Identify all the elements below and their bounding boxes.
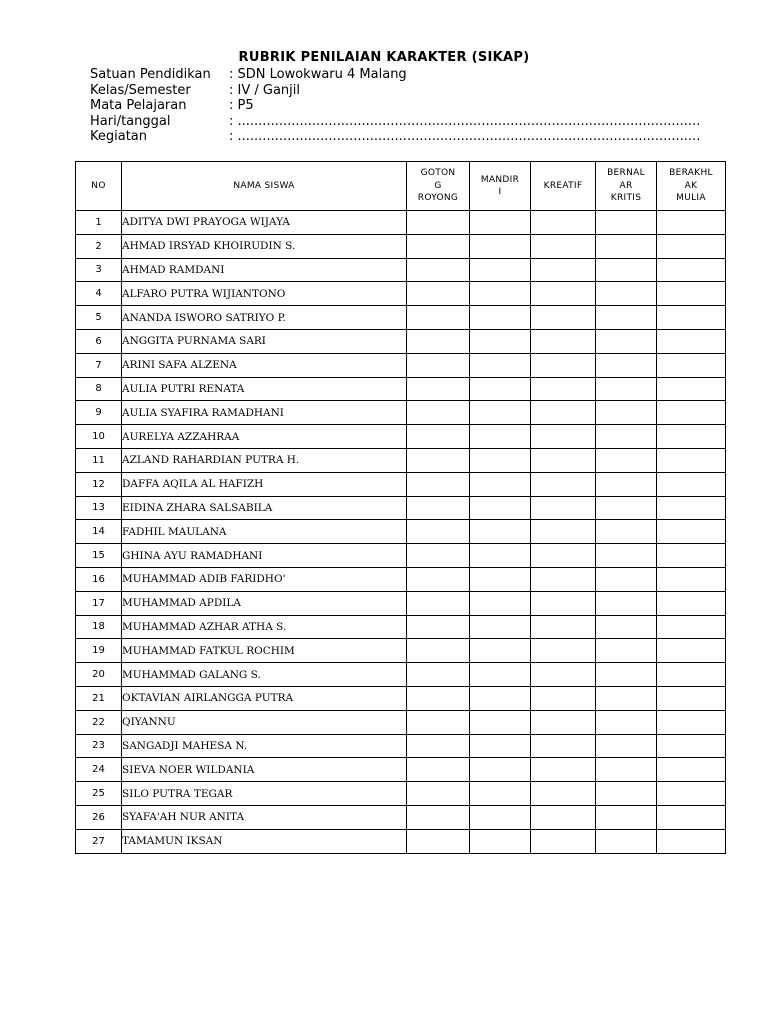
row-number: 12 [76, 472, 122, 496]
row-number: 19 [76, 639, 122, 663]
score-cell-kreatif[interactable] [531, 496, 596, 520]
score-cell-berakhlak-mulia[interactable] [657, 401, 726, 425]
score-cell-bernalar-kritis[interactable] [596, 663, 657, 687]
score-cell-berakhlak-mulia[interactable] [657, 710, 726, 734]
score-cell-bernalar-kritis[interactable] [596, 306, 657, 330]
score-cell-gotong-royong[interactable] [407, 591, 470, 615]
table-row [76, 829, 726, 853]
score-cell-mandiri[interactable] [470, 829, 531, 853]
header-text-line: AK [684, 180, 698, 191]
score-cell-bernalar-kritis[interactable] [596, 353, 657, 377]
score-cell-kreatif[interactable] [531, 734, 596, 758]
row-number: 9 [76, 401, 122, 425]
score-cell-bernalar-kritis[interactable] [596, 329, 657, 353]
row-number: 8 [76, 377, 122, 401]
header-text-line: BERAKHL [669, 168, 713, 179]
table-row [76, 425, 726, 449]
student-name: MUHAMMAD FATKUL ROCHIM [122, 639, 407, 663]
score-cell-bernalar-kritis[interactable] [596, 567, 657, 591]
score-cell-kreatif[interactable] [531, 567, 596, 591]
score-cell-bernalar-kritis[interactable] [596, 211, 657, 235]
score-cell-gotong-royong[interactable] [407, 401, 470, 425]
score-cell-gotong-royong[interactable] [407, 353, 470, 377]
table-row [76, 758, 726, 782]
score-cell-kreatif[interactable] [531, 377, 596, 401]
header-text-line: G [434, 180, 442, 191]
score-cell-bernalar-kritis[interactable] [596, 829, 657, 853]
score-cell-mandiri[interactable] [470, 282, 531, 306]
score-cell-mandiri[interactable] [470, 472, 531, 496]
score-cell-kreatif[interactable] [531, 639, 596, 663]
table-row [76, 567, 726, 591]
info-value: : ................................................................................................................ [229, 113, 701, 129]
student-name: SIEVA NOER WILDANIA [122, 758, 407, 782]
header-text-line: MANDIR [480, 174, 520, 185]
score-cell-kreatif[interactable] [531, 615, 596, 639]
score-cell-gotong-royong[interactable] [407, 329, 470, 353]
header-text-line: ROYONG [417, 193, 459, 204]
header-text-line: I [498, 187, 502, 197]
row-number: 7 [76, 353, 122, 377]
student-name: EIDINA ZHARA SALSABILA [122, 496, 407, 520]
score-cell-berakhlak-mulia[interactable] [657, 520, 726, 544]
table-row [76, 448, 726, 472]
info-block [90, 67, 700, 145]
score-cell-bernalar-kritis[interactable] [596, 782, 657, 806]
score-cell-gotong-royong[interactable] [407, 306, 470, 330]
score-cell-berakhlak-mulia[interactable] [657, 639, 726, 663]
score-cell-bernalar-kritis[interactable] [596, 710, 657, 734]
score-cell-mandiri[interactable] [470, 448, 531, 472]
score-cell-bernalar-kritis[interactable] [596, 282, 657, 306]
score-cell-mandiri[interactable] [470, 306, 531, 330]
score-cell-berakhlak-mulia[interactable] [657, 211, 726, 235]
table-row [76, 353, 726, 377]
score-cell-kreatif[interactable] [531, 211, 596, 235]
score-cell-berakhlak-mulia[interactable] [657, 306, 726, 330]
score-cell-mandiri[interactable] [470, 234, 531, 258]
score-cell-gotong-royong[interactable] [407, 734, 470, 758]
header-mandiri [470, 162, 531, 211]
score-cell-berakhlak-mulia[interactable] [657, 377, 726, 401]
info-row-hari-tanggal [90, 114, 700, 130]
score-cell-kreatif[interactable] [531, 448, 596, 472]
info-label: Mata Pelajaran [90, 98, 187, 114]
score-cell-berakhlak-mulia[interactable] [657, 234, 726, 258]
score-cell-berakhlak-mulia[interactable] [657, 734, 726, 758]
score-cell-kreatif[interactable] [531, 591, 596, 615]
score-cell-gotong-royong[interactable] [407, 758, 470, 782]
score-cell-bernalar-kritis[interactable] [596, 686, 657, 710]
rubric-table [75, 161, 726, 854]
row-number: 25 [76, 782, 122, 806]
info-value: : IV / Ganjil [229, 82, 300, 98]
table-row [76, 520, 726, 544]
score-cell-kreatif[interactable] [531, 329, 596, 353]
student-name: ANANDA ISWORO SATRIYO P. [122, 306, 407, 330]
info-row-kegiatan [90, 129, 700, 145]
student-name: MUHAMMAD AZHAR ATHA S. [122, 615, 407, 639]
score-cell-kreatif[interactable] [531, 401, 596, 425]
student-name: QIYANNU [122, 710, 407, 734]
score-cell-gotong-royong[interactable] [407, 448, 470, 472]
student-name: MUHAMMAD APDILA [122, 591, 407, 615]
student-name: MUHAMMAD ADIB FARIDHO' [122, 567, 407, 591]
score-cell-gotong-royong[interactable] [407, 211, 470, 235]
score-cell-kreatif[interactable] [531, 472, 596, 496]
student-name: SANGADJI MAHESA N. [122, 734, 407, 758]
row-number: 22 [76, 710, 122, 734]
student-name: TAMAMUN IKSAN [122, 829, 407, 853]
info-label: Kelas/Semester [90, 82, 191, 98]
score-cell-berakhlak-mulia[interactable] [657, 567, 726, 591]
score-cell-gotong-royong[interactable] [407, 663, 470, 687]
row-number: 17 [76, 591, 122, 615]
score-cell-gotong-royong[interactable] [407, 258, 470, 282]
row-number: 3 [76, 258, 122, 282]
score-cell-berakhlak-mulia[interactable] [657, 496, 726, 520]
table-row [76, 329, 726, 353]
score-cell-berakhlak-mulia[interactable] [657, 472, 726, 496]
student-name: AHMAD RAMDANI [122, 258, 407, 282]
row-number: 21 [76, 686, 122, 710]
table-row [76, 211, 726, 235]
row-number: 4 [76, 282, 122, 306]
row-number: 15 [76, 544, 122, 568]
score-cell-mandiri[interactable] [470, 758, 531, 782]
student-name: DAFFA AQILA AL HAFIZH [122, 472, 407, 496]
row-number: 13 [76, 496, 122, 520]
score-cell-gotong-royong[interactable] [407, 805, 470, 829]
info-value: : ................................................................................................................ [229, 129, 701, 145]
table-row [76, 686, 726, 710]
score-cell-mandiri[interactable] [470, 710, 531, 734]
row-number: 1 [76, 211, 122, 235]
info-row-satuan-pendidikan [90, 67, 700, 83]
student-name: ARINI SAFA ALZENA [122, 353, 407, 377]
score-cell-mandiri[interactable] [470, 520, 531, 544]
score-cell-gotong-royong[interactable] [407, 234, 470, 258]
score-cell-gotong-royong[interactable] [407, 472, 470, 496]
score-cell-berakhlak-mulia[interactable] [657, 615, 726, 639]
student-name: FADHIL MAULANA [122, 520, 407, 544]
score-cell-gotong-royong[interactable] [407, 782, 470, 806]
score-cell-bernalar-kritis[interactable] [596, 734, 657, 758]
student-name: AZLAND RAHARDIAN PUTRA H. [122, 448, 407, 472]
score-cell-gotong-royong[interactable] [407, 686, 470, 710]
score-cell-berakhlak-mulia[interactable] [657, 425, 726, 449]
header-gotong-royong [407, 162, 470, 211]
score-cell-mandiri[interactable] [470, 401, 531, 425]
score-cell-berakhlak-mulia[interactable] [657, 758, 726, 782]
score-cell-gotong-royong[interactable] [407, 496, 470, 520]
score-cell-bernalar-kritis[interactable] [596, 591, 657, 615]
table-row [76, 782, 726, 806]
header-nama-siswa: NAMA SISWA [122, 162, 407, 211]
row-number: 5 [76, 306, 122, 330]
document-title: RUBRIK PENILAIAN KARAKTER (SIKAP) [238, 50, 530, 65]
info-label: Kegiatan [90, 129, 148, 145]
score-cell-bernalar-kritis[interactable] [596, 615, 657, 639]
score-cell-gotong-royong[interactable] [407, 520, 470, 544]
score-cell-bernalar-kritis[interactable] [596, 472, 657, 496]
score-cell-bernalar-kritis[interactable] [596, 258, 657, 282]
score-cell-kreatif[interactable] [531, 663, 596, 687]
score-cell-mandiri[interactable] [470, 686, 531, 710]
score-cell-bernalar-kritis[interactable] [596, 496, 657, 520]
score-cell-gotong-royong[interactable] [407, 829, 470, 853]
table-row [76, 805, 726, 829]
score-cell-mandiri[interactable] [470, 734, 531, 758]
student-name: OKTAVIAN AIRLANGGA PUTRA [122, 686, 407, 710]
score-cell-kreatif[interactable] [531, 353, 596, 377]
score-cell-kreatif[interactable] [531, 544, 596, 568]
table-row [76, 639, 726, 663]
table-row [76, 306, 726, 330]
student-name: ALFARO PUTRA WIJIANTONO [122, 282, 407, 306]
header-no: NO [76, 162, 122, 211]
score-cell-mandiri[interactable] [470, 567, 531, 591]
header-text-line: AR [619, 180, 633, 191]
score-cell-bernalar-kritis[interactable] [596, 401, 657, 425]
student-name: AULIA SYAFIRA RAMADHANI [122, 401, 407, 425]
student-name: MUHAMMAD GALANG S. [122, 663, 407, 687]
score-cell-kreatif[interactable] [531, 282, 596, 306]
row-number: 11 [76, 448, 122, 472]
score-cell-gotong-royong[interactable] [407, 544, 470, 568]
student-name: SILO PUTRA TEGAR [122, 782, 407, 806]
table-row [76, 734, 726, 758]
score-cell-kreatif[interactable] [531, 234, 596, 258]
score-cell-kreatif[interactable] [531, 710, 596, 734]
score-cell-kreatif[interactable] [531, 306, 596, 330]
score-cell-berakhlak-mulia[interactable] [657, 663, 726, 687]
score-cell-mandiri[interactable] [470, 591, 531, 615]
row-number: 2 [76, 234, 122, 258]
score-cell-gotong-royong[interactable] [407, 425, 470, 449]
row-number: 6 [76, 329, 122, 353]
info-row-kelas-semester [90, 83, 700, 99]
score-cell-kreatif[interactable] [531, 520, 596, 544]
score-cell-bernalar-kritis[interactable] [596, 520, 657, 544]
table-row [76, 615, 726, 639]
student-name: AURELYA AZZAHRAA [122, 425, 407, 449]
table-row [76, 282, 726, 306]
header-text-line: MULIA [676, 193, 706, 204]
score-cell-berakhlak-mulia[interactable] [657, 329, 726, 353]
score-cell-mandiri[interactable] [470, 425, 531, 449]
score-cell-mandiri[interactable] [470, 329, 531, 353]
score-cell-gotong-royong[interactable] [407, 710, 470, 734]
score-cell-bernalar-kritis[interactable] [596, 425, 657, 449]
student-name: AHMAD IRSYAD KHOIRUDIN S. [122, 234, 407, 258]
score-cell-gotong-royong[interactable] [407, 615, 470, 639]
table-row [76, 496, 726, 520]
score-cell-mandiri[interactable] [470, 639, 531, 663]
score-cell-bernalar-kritis[interactable] [596, 377, 657, 401]
row-number: 18 [76, 615, 122, 639]
info-value: : P5 [229, 98, 254, 114]
score-cell-kreatif[interactable] [531, 258, 596, 282]
score-cell-mandiri[interactable] [470, 377, 531, 401]
info-label: Satuan Pendidikan [90, 67, 211, 82]
row-number: 23 [76, 734, 122, 758]
score-cell-mandiri[interactable] [470, 615, 531, 639]
score-cell-berakhlak-mulia[interactable] [657, 829, 726, 853]
score-cell-gotong-royong[interactable] [407, 639, 470, 663]
header-text-line: KREATIF [543, 180, 583, 191]
row-number: 10 [76, 425, 122, 449]
row-number: 24 [76, 758, 122, 782]
score-cell-mandiri[interactable] [470, 805, 531, 829]
score-cell-bernalar-kritis[interactable] [596, 544, 657, 568]
score-cell-berakhlak-mulia[interactable] [657, 544, 726, 568]
table-row [76, 234, 726, 258]
score-cell-berakhlak-mulia[interactable] [657, 686, 726, 710]
info-row-mata-pelajaran [90, 98, 700, 114]
row-number: 26 [76, 805, 122, 829]
score-cell-kreatif[interactable] [531, 425, 596, 449]
info-label: Hari/tanggal [90, 113, 171, 129]
header-text-line: KRITIS [610, 193, 642, 204]
header-berakhlak-mulia [657, 162, 726, 211]
table-row [76, 544, 726, 568]
student-name: ANGGITA PURNAMA SARI [122, 329, 407, 353]
score-cell-bernalar-kritis[interactable] [596, 758, 657, 782]
score-cell-kreatif[interactable] [531, 829, 596, 853]
table-row [76, 377, 726, 401]
score-cell-mandiri[interactable] [470, 496, 531, 520]
score-cell-bernalar-kritis[interactable] [596, 805, 657, 829]
score-cell-berakhlak-mulia[interactable] [657, 805, 726, 829]
student-name: SYAFA'AH NUR ANITA [122, 805, 407, 829]
row-number: 14 [76, 520, 122, 544]
score-cell-mandiri[interactable] [470, 544, 531, 568]
score-cell-kreatif[interactable] [531, 686, 596, 710]
header-bernalar-kritis [596, 162, 657, 211]
table-row [76, 591, 726, 615]
score-cell-bernalar-kritis[interactable] [596, 234, 657, 258]
row-number: 20 [76, 663, 122, 687]
score-cell-mandiri[interactable] [470, 782, 531, 806]
row-number: 27 [76, 829, 122, 853]
score-cell-kreatif[interactable] [531, 758, 596, 782]
score-cell-bernalar-kritis[interactable] [596, 448, 657, 472]
score-cell-berakhlak-mulia[interactable] [657, 258, 726, 282]
score-cell-berakhlak-mulia[interactable] [657, 353, 726, 377]
header-text-line: BERNAL [607, 168, 645, 179]
table-row [76, 663, 726, 687]
score-cell-kreatif[interactable] [531, 782, 596, 806]
score-cell-mandiri[interactable] [470, 258, 531, 282]
score-cell-berakhlak-mulia[interactable] [657, 282, 726, 306]
table-row [76, 710, 726, 734]
header-row [76, 162, 726, 211]
score-cell-kreatif[interactable] [531, 805, 596, 829]
student-name: ADITYA DWI PRAYOGA WIJAYA [122, 211, 407, 235]
score-cell-berakhlak-mulia[interactable] [657, 591, 726, 615]
score-cell-berakhlak-mulia[interactable] [657, 448, 726, 472]
table-row [76, 401, 726, 425]
info-value: : SDN Lowokwaru 4 Malang [229, 67, 407, 82]
row-number: 16 [76, 567, 122, 591]
score-cell-berakhlak-mulia[interactable] [657, 782, 726, 806]
score-cell-mandiri[interactable] [470, 211, 531, 235]
header-kreatif [531, 162, 596, 211]
student-name: AULIA PUTRI RENATA [122, 377, 407, 401]
header-text-line: GOTON [420, 168, 456, 179]
student-name: GHINA AYU RAMADHANI [122, 544, 407, 568]
score-cell-gotong-royong[interactable] [407, 377, 470, 401]
score-cell-mandiri[interactable] [470, 353, 531, 377]
table-row [76, 258, 726, 282]
score-cell-gotong-royong[interactable] [407, 567, 470, 591]
table-row [76, 472, 726, 496]
table-body [76, 211, 726, 854]
score-cell-gotong-royong[interactable] [407, 282, 470, 306]
score-cell-bernalar-kritis[interactable] [596, 639, 657, 663]
score-cell-mandiri[interactable] [470, 663, 531, 687]
